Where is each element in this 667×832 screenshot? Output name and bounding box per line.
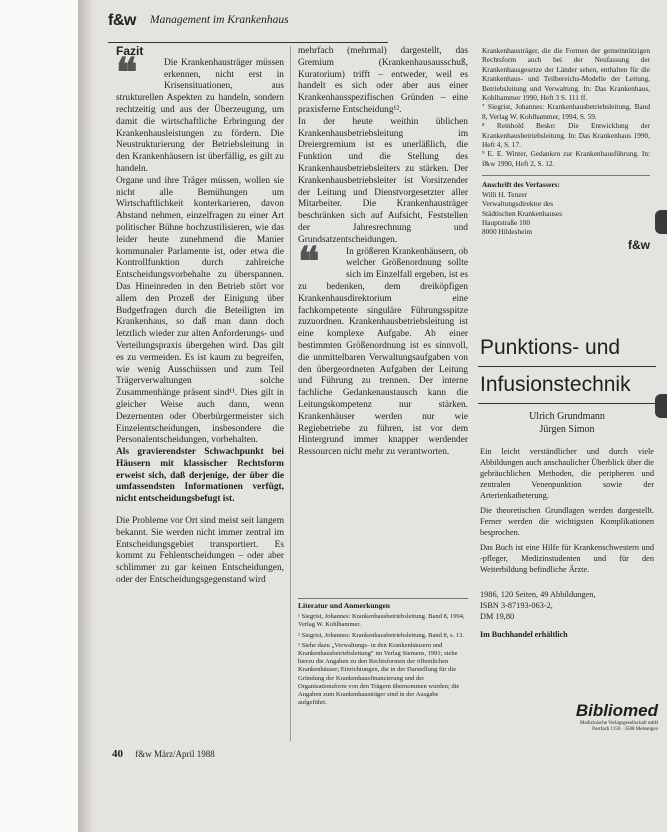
ad-author: Jürgen Simon xyxy=(539,424,595,435)
publisher-block xyxy=(566,701,658,739)
pull-quote: Als gravierendster Schwachpunkt bei Häusern mit klassischer Rechtsform erweist sich, daß derjenige, der über die umfassendsten Informationen verfügt, nicht entscheidungsbefugt ist. xyxy=(116,447,284,505)
literature-item: ² Siegrist, Johannes: Krankenhausbetriebsleitung. Band 8, s. 13. xyxy=(298,631,464,639)
reference-item: Krankenhausträger, die die Formen der gemeinnützigen Rechtsform auch bei der Neufassung der Krankenhausgesetze der Länder sehen, enthalten für die Krankenhaus- und Teilbereichs-Modelle der Leitung, Betriebsleitung und Verwaltung. In: Das Krankenhaus, Kohlhammer 1990, Heft 3 S. 111 ff. xyxy=(482,46,650,103)
column-left xyxy=(116,46,284,587)
page-edge-marks xyxy=(655,210,667,460)
ad-title-rule xyxy=(478,403,656,404)
literature-rule xyxy=(298,598,468,599)
address-rule xyxy=(482,175,650,176)
binding-shadow xyxy=(78,0,94,832)
literature-item: ³ Siehe dazu „Verwaltungs- in den Krankenhäusern und Krankenhausbetriebsleitung“ im Verlag Siemens, 1991; siehe hierzu die Angaben zu den Rechtsformen der öffentlichen Krankenhäuser; Einrichtungen, die in der Darstellung für die Gründung der Krankenhausfinanzierung und der Organisationsform von den Trägern übernommen wurden; die Angaben zum Krankenhausträger sind in der Ausgabe aufgeführt. xyxy=(298,641,460,707)
magazine-page xyxy=(94,0,667,832)
ad-paragraph: Ein leicht verständlicher und durch viele Abbildungen auch anschaulicher Überblick über die gebräuchlichen Methoden, die peripheren und zentralen Venenpunktion sowie der Arterienkatheterung. xyxy=(480,447,654,500)
reference-item: ⁹ E. E. Winter, Gedanken zur Krankenhausführung. In: f&w 1990, Heft 2, S. 12. xyxy=(482,149,650,168)
book-advertisement xyxy=(478,332,658,732)
publisher-logo: Bibliomed xyxy=(575,701,658,720)
betriebsleitung-paragraph: In der heute weithin üblichen Krankenhausbetriebsleitung im Dreiergremium ist es unerläßlich, die Funktion und die Stellung des Krankenhausbetriebsleiters zu stärken. Der Krankenhausbetriebsleiter ist Vorsitzender der Leitung und Dienstvorgesetzter aller Mitarbeiter. Die Krankenhausträger beschränken sich auf Aufsicht, Feststellen der Jahresrechnung und Grundsatzentscheidungen. xyxy=(298,116,468,245)
ad-description xyxy=(478,444,656,581)
ad-authors xyxy=(478,410,656,436)
groessere-krankenhaeuser-paragraph: In größeren Krankenhäusern, ob welcher Größenordnung sollte sich im Einzelfall ergeben, ist es zu bedenken, dem dreiköpfigen Krankenhausdirektorium eine fachkompetente singuläre Führungsspitze zuzuordnen. Krankenhausbetriebsleitung ist eine komplexe Aufgabe. Ab einer bestimmten Größenordnung ist es sinnvoll, die unmittelbaren Verwaltungsaufgaben von den übergeordneten Aufgaben der Leitung und Führung zu trennen. Der interne fachliche Gedankenaustausch kann die Leitungskompetenz nur stärken. Krankenhäuser werden nur wie Regiebetriebe zu führen, ist vor dem Hintergrund immer knapper werdender Ressourcen nicht mehr zu verantworten. xyxy=(298,246,468,458)
literature-notes xyxy=(298,598,468,709)
author-address-line: 8000 Hildesheim xyxy=(482,227,533,237)
ad-title-rule xyxy=(478,366,656,367)
binding-hole-icon xyxy=(655,394,667,418)
column-divider xyxy=(290,46,291,741)
author-address-heading: Anschrift des Verfassers: xyxy=(482,180,560,190)
section-title: Management im Krankenhaus xyxy=(150,14,289,26)
ad-price: DM 19,80 xyxy=(480,612,515,621)
ad-title-line2: Infusionstechnik xyxy=(480,373,631,396)
ad-book-facts xyxy=(480,589,654,622)
gremium-paragraph: mehrfach (mehrmal) dargestellt, das Gremium (Krankenhausausschuß, Kuratorium) trifft – entweder, weil es handelt es sich oder aber aus einer Krankenhausspezifischen Gründen – eine praxisferne Entscheidung¹². xyxy=(298,46,468,115)
organe-paragraph: Organe und ihre Träger müssen, wollen sie nicht alle Bemühungen um Wirtschaftlichkeit konterkarieren, davon Abstand nehmen, einzelfragen zu einer Art politischer Bühne hochzustilisieren, wie das leider heute zunehmend die Manier kommunaler Parlamente ist, oder etwa die Kontrollfunktion durch zahlreiche Entscheidungsvorbehalte zu überspannen. Das Hineinreden in den Betrieb stört vor allem den Prozeß der Einigung über Budgetfragen durch die Beteiligten im Krankenhaus, so daß man dann doch letztlich wieder zur alten Anforderungs- und Verteilungspraxis übergehen wird. Das gilt es zu vermeiden. Es ist kaum zu begreifen, wie wenig Ausschüssen und zum Teil Trägerverwaltungen solche Zusammenhänge präsent sind¹¹. Dies gilt in gleicher Weise auch dann, wenn Dezernenten oder Oberbürgermeister sich Einzelentscheidungen, insbesondere die Personalentscheidungen, vorbehalten. xyxy=(116,175,284,446)
fazit-heading: Fazit xyxy=(116,44,144,58)
binding-margin xyxy=(0,0,78,832)
author-address-line: Hauptstraße 100 xyxy=(482,217,531,227)
ad-fact: 1986, 120 Seiten, 49 Abbildungen, xyxy=(480,590,596,599)
issue-label: f&w März/April 1988 xyxy=(135,749,215,759)
quote-mark-icon: ❝ xyxy=(116,50,132,95)
reference-item: ⁷ Siegrist, Johannes: Krankenhausbetriebsleitung, Band 8, Verlag W. Kohlhammer, 1994, S. 59. xyxy=(482,102,650,121)
literature-heading: Literatur und Anmerkungen xyxy=(298,601,390,610)
ad-fact: ISBN 3-87193-063-2, xyxy=(480,601,553,610)
ad-author: Ulrich Grundmann xyxy=(529,411,605,422)
page-number: 40 xyxy=(112,748,123,760)
author-address-line: Verwaltungsdirektor des xyxy=(482,199,554,209)
header-rule xyxy=(108,42,388,43)
binding-hole-icon xyxy=(655,210,667,234)
ad-paragraph: Das Buch ist eine Hilfe für Krankenschwestern und -pfleger, Medizinstudenten und für den Weiterbildung befindliche Ärzte. xyxy=(480,543,654,574)
ad-title-line1: Punktions- und xyxy=(480,336,621,359)
author-address-line: Willi H. Tenzer xyxy=(482,189,528,199)
reference-item: ⁸ Reinhold Beske: Die Entwicklung der Krankenhausbetriebsleitung. In: Das Krankenhaus 1990, Heft 4, S. 17. xyxy=(482,121,650,150)
end-logo: f&w xyxy=(628,237,650,252)
publisher-address: Postfach 1150 · 3508 Melsungen xyxy=(592,727,658,732)
quote-mark-icon: ❝ xyxy=(298,239,314,284)
literature-item: ¹ Siegrist, Johannes: Krankenhausbetriebsleitung. Band 8, 1994, Verlag W. Kohlhammer. xyxy=(298,613,465,629)
column-middle xyxy=(298,46,468,459)
ad-paragraph: Die theoretischen Grundlagen werden dargestellt. Ferner werden die wichtigsten Komplikationen besprochen. xyxy=(480,506,654,537)
ad-bookstore-note: Im Buchhandel erhältlich xyxy=(480,630,568,639)
fazit-paragraph: Die Krankenhausträger müssen erkennen, nicht erst in Krisensituationen, aus strukturellen Aspekten zu handeln, sondern rechtzeitig und aus der Überzeugung, um damit die wirtschaftliche Erbringung der Krankenhausleistungen zu fördern. Die Neustrukturierung der Betriebsleitung in den Krankenhäusern ist überfällig, es gilt zu handeln. xyxy=(116,57,284,174)
publisher-subline: Medizinische Verlagsgesellschaft mbH xyxy=(580,721,658,726)
column-right-references xyxy=(482,46,650,250)
journal-logo: f&w xyxy=(108,12,136,29)
author-address-line: Städtischen Krankenhauses xyxy=(482,208,563,218)
page-footer xyxy=(112,748,215,760)
probleme-paragraph: Die Probleme vor Ort sind meist seit langem bekannt. Sie werden nicht immer zentral im Entscheidungsgebiet transportiert. Es kommt zu Fehlentscheidungen – oder aber schlimmer zu gar keinen Entscheidungen, oder der Entscheidungsgegenstand wird xyxy=(116,516,284,586)
